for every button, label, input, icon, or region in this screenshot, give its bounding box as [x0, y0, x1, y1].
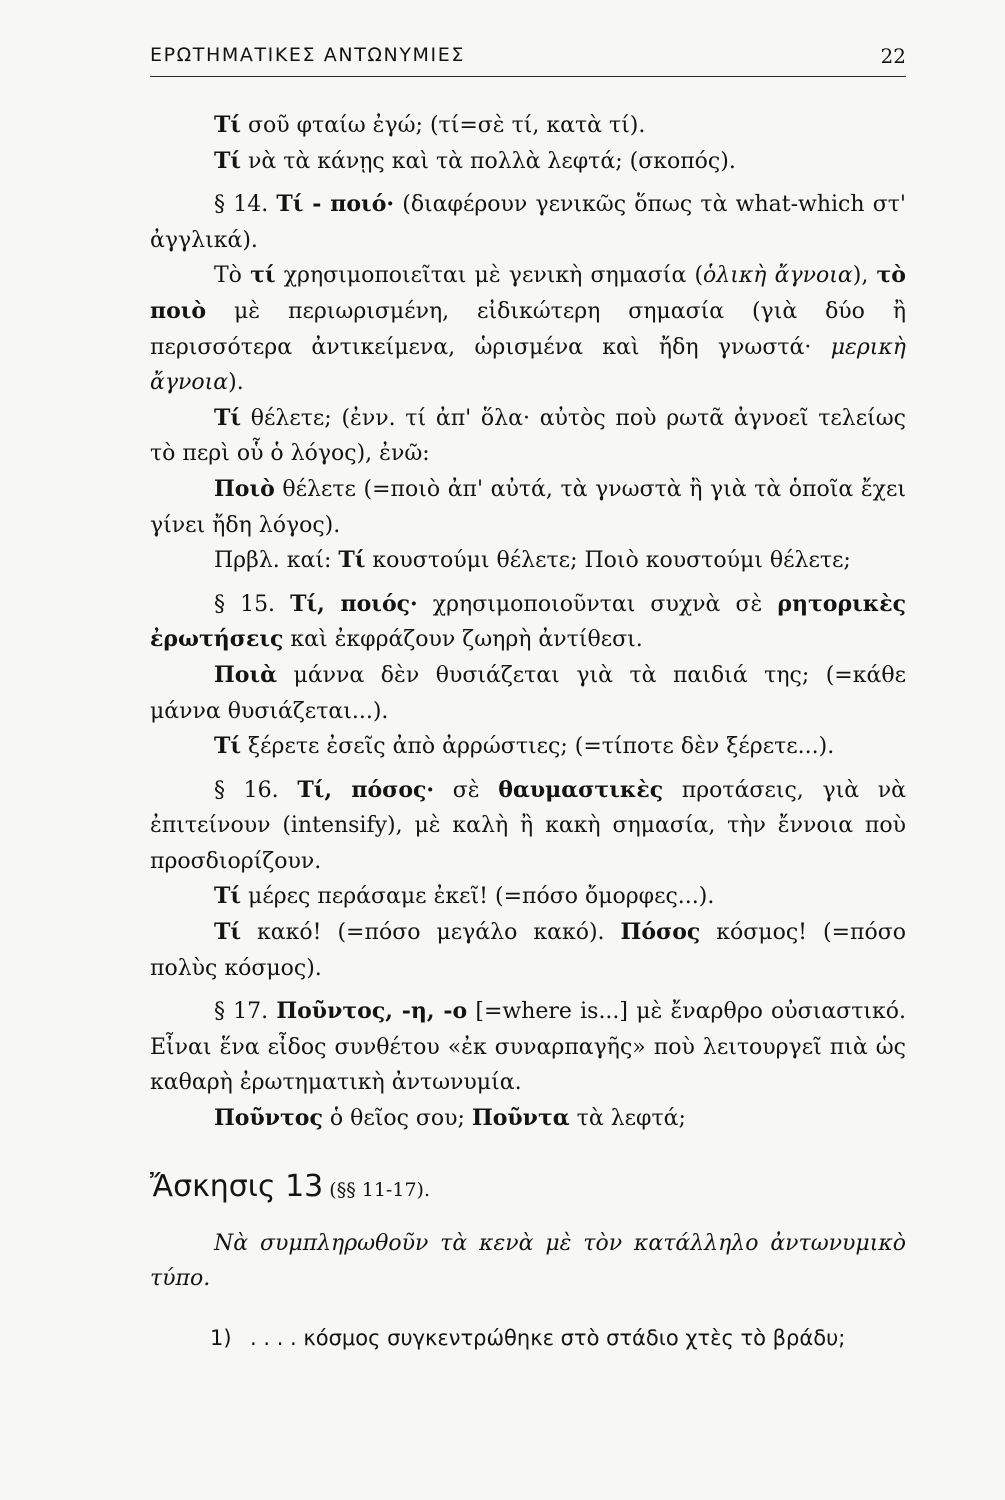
italic-term: ὁλικὴ ἄγνοια [703, 263, 853, 289]
text-run: σὲ [434, 777, 499, 803]
text-run: ὁ θεῖος σου; [322, 1106, 472, 1132]
italic-term: μερικὴ ἄγνοια [150, 334, 906, 396]
example-paragraph [150, 108, 906, 144]
bold-term: Ποιὸ [214, 475, 275, 502]
text-run: [=where is...] μὲ ἔναρθρο οὐσιαστικό. [467, 999, 906, 1025]
bold-term: Τί, πόσος· [297, 776, 435, 803]
item-number: 1) [210, 1325, 232, 1350]
section-16 [150, 773, 906, 880]
text-run: θέλετε (=ποιὸ ἀπ' αὐτά, τὰ γνωστὰ ἢ γιὰ τὰ ὁποῖα ἔχει γίνει ἤδη λόγος). [150, 476, 906, 538]
running-title: ΕΡΩΤΗΜΑΤΙΚΕΣ ΑΝΤΩΝΥΜΙΕΣ [150, 44, 465, 66]
text-run: κόσμος! (=πόσο πολὺς κόσμος). [150, 920, 907, 981]
section-15 [150, 587, 906, 658]
text-run: Εἶναι ἕνα εἶδος συνθέτου «ἐκ συναρπαγῆς» ποὺ λειτουργεῖ πιὰ ὡς καθαρὴ ἐρωτηματικὴ ἀντωνυμία. [150, 1034, 906, 1096]
bold-term: Ποῦντα [471, 1105, 570, 1132]
text-run: θέλετε; (ἐνν. τί ἀπ' ὅλα· αὐτὸς ποὺ ρωτᾶ ἀγνοεῖ τελείως τὸ περὶ οὗ ὁ λόγος), ἐνῶ: [150, 405, 906, 467]
bold-term: Ποιὰ [214, 661, 278, 688]
item-text: . . . . κόσμος συγκεντρώθηκε στὸ στάδιο χτὲς τὸ βράδυ; [250, 1325, 846, 1350]
example-paragraph [150, 543, 906, 579]
explanation-paragraph [150, 258, 906, 400]
section-17 [150, 994, 906, 1101]
text-run: κακό! (=πόσο μεγάλο κακό). [241, 920, 621, 946]
page-body [150, 108, 906, 1356]
text-run: Τὸ [214, 263, 251, 289]
text-run: προτάσεις, γιὰ νὰ ἐπιτείνουν (intensify), μὲ καλὴ ἢ κακὴ σημασία, τὴν ἔννοια ποὺ προσδιορίζουν. [150, 777, 906, 874]
bold-term: Ποῦντος [214, 1105, 323, 1132]
text-run: χρησιμοποιοῦνται συχνὰ σὲ [417, 591, 778, 617]
section-14 [150, 187, 906, 258]
bold-term: Τί [214, 404, 242, 431]
section-number: § 16. [214, 777, 298, 803]
instruction-text: Νὰ συμπληρωθοῦν τὰ κενὰ μὲ τὸν κατάλληλο ἀντωνυμικὸ τύπο. [150, 1230, 906, 1292]
bold-term: Τί - ποιό· [276, 191, 395, 218]
text-run: μάννα δὲν θυσιάζεται γιὰ τὰ παιδιά της; (=κάθε μάννα θυσιάζεται...). [150, 662, 906, 724]
example-paragraph [150, 401, 906, 472]
bold-term: Τί [214, 883, 242, 910]
text-run: μὲ περιωρισμένη, εἰδικώτερη σημασία (γιὰ δύο ἢ περισσότερα ἀντικείμενα, ὡρισμένα καὶ ἤδη γνωστά· [150, 298, 906, 360]
bold-term: θαυμαστικὲς [498, 776, 664, 803]
text-run: κουστούμι θέλετε; Ποιὸ κουστούμι θέλετε; [365, 548, 851, 574]
exercise-instruction [150, 1226, 906, 1297]
text-run: σοῦ φταίω ἐγώ; (τί=σὲ τί, κατὰ τί). [241, 113, 646, 138]
bold-term: Τί [338, 547, 366, 574]
bold-term: Τί [214, 147, 242, 174]
text-run: χρησιμοποιεῖται μὲ γενικὴ σημασία ( [275, 263, 704, 289]
example-paragraph [150, 729, 906, 765]
bold-term: τὸ ποιὸ [150, 262, 906, 324]
running-header [150, 44, 906, 72]
exercise-item [150, 1321, 906, 1357]
exercise-title: Ἄσκησις 13 [150, 1168, 324, 1204]
example-paragraph [150, 658, 906, 729]
text-run: μέρες περάσαμε ἐκεῖ! (=πόσο ὄμορφες...). [241, 884, 715, 910]
text-run: καὶ ἐκφράζουν ζωηρὴ ἀντίθεσι. [283, 627, 643, 653]
bold-term: Τί [214, 112, 242, 138]
bold-term: Τί [214, 919, 242, 946]
section-number: § 17. [214, 999, 277, 1025]
text-run: ), [852, 263, 877, 289]
text-run: Πρβλ. καί: [214, 548, 339, 574]
header-rule [150, 76, 906, 77]
exercise-heading [150, 1167, 906, 1210]
text-run: τὰ λεφτά; [569, 1106, 686, 1132]
bold-term: τί [250, 262, 276, 289]
section-number: § 15. [214, 591, 291, 617]
text-run: (διαφέρουν γενικῶς ὅπως τὰ what-which στ' ἀγγλικά). [150, 192, 906, 253]
section-number: § 14. [214, 192, 277, 218]
example-paragraph [150, 915, 906, 986]
page-number: 22 [880, 44, 906, 68]
bold-term: Τί [214, 733, 242, 760]
bold-term: Ποῦντος, -η, -ο [276, 998, 468, 1025]
bold-term: ρητορικὲς ἐρωτήσεις [150, 590, 906, 653]
example-paragraph [150, 1101, 906, 1137]
text-run: ξέρετε ἐσεῖς ἀπὸ ἀρρώστιες; (=τίποτε δὲν ξέρετε...). [241, 734, 835, 760]
text-run: ). [228, 370, 244, 396]
bold-term: Πόσος [620, 919, 701, 946]
exercise-references: (§§ 11-17). [323, 1178, 430, 1201]
text-run: νὰ τὰ κάνῃς καὶ τὰ πολλὰ λεφτά; (σκοπός). [241, 148, 736, 174]
example-paragraph [150, 144, 906, 180]
example-paragraph [150, 472, 906, 543]
bold-term: Τί, ποιός· [290, 590, 418, 617]
example-paragraph [150, 879, 906, 915]
